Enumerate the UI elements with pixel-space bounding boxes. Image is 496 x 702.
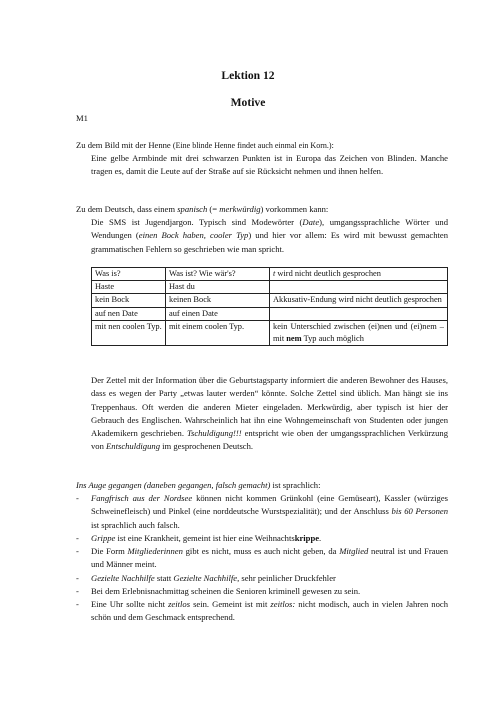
table-cell: Akkusativ-Endung wird nicht deutlich gesprochen (270, 294, 448, 307)
spanisch-intro: Zu dem Deutsch, dass einem spanisch (= merkwürdig) vorkommen kann: (76, 204, 329, 214)
list-item: Bei dem Erlebnisnachmittag scheinen die Senioren kriminell gewesen zu sein. (91, 586, 361, 596)
lesson-title: Lektion 12 (221, 69, 275, 82)
table-row (92, 320, 448, 345)
table-cell (270, 281, 448, 294)
table-cell: mit nen coolen Typ. (92, 320, 166, 345)
emphasis-text: nem (286, 334, 302, 344)
table-row (92, 294, 448, 307)
table-header-row (92, 268, 448, 281)
spanisch-paragraph: Die SMS ist Jugendjargon. Typisch sind Modewörter (Date), umgangssprachliche Wörter und Wendungen (einen Bock haben, cooler Typ) und hier vor allem: Es wird mit bewusst gemachten grammatischen Fehlern so geschrieben wie man spricht. (91, 217, 449, 254)
list-item: Grippe ist eine Krankheit, gemeint ist hier eine Weihnachtskrippe. (91, 533, 322, 543)
table-cell: Haste (92, 281, 166, 294)
list-item: Die Form Mitgliederinnen gibt es nicht, muss es auch nicht geben, da Mitglied neutral ist und Frauen und Männer meint. (91, 546, 449, 570)
table-cell: auf einen Date (166, 307, 270, 320)
auge-intro: Ins Auge gegangen (daneben gegangen, falsch gemacht) ist sprachlich: (76, 480, 321, 490)
bullet-dash: - (76, 493, 79, 503)
table-cell: Hast du (166, 281, 270, 294)
table-cell: keinen Bock (166, 294, 270, 307)
bullet-dash: - (76, 586, 79, 596)
table-row (92, 307, 448, 320)
table-header-cell: Was ist? Wie wär's? (166, 268, 270, 281)
table-header-cell: t wird nicht deutlich gesprochen (270, 268, 448, 281)
slang-table (91, 267, 448, 346)
bullet-dash: - (76, 546, 79, 556)
bullet-dash: - (76, 573, 79, 583)
table-row (92, 281, 448, 294)
table-header-cell: Was is? (92, 268, 166, 281)
bullet-dash: - (76, 533, 79, 543)
table-cell: mit einem coolen Typ. (166, 320, 270, 345)
table-cell (270, 307, 448, 320)
table-cell: auf nen Date (92, 307, 166, 320)
henne-intro: Zu dem Bild mit der Henne (Eine blinde Henne findet auch einmal ein Korn.): (76, 140, 334, 150)
list-item: Fangfrisch aus der Nordsee können nicht kommen Grünkohl (eine Gemüseart), Kassler (würziges Schweinefleisch) und Pinkel (eine norddeutsche Wurstspezialität); und der Anschluss bis 60 Personen ist sprachlich auch falsch. (91, 493, 449, 530)
lesson-subtitle: Motive (230, 96, 266, 109)
henne-paragraph: Eine gelbe Armbinde mit drei schwarzen Punkten ist in Europa das Zeichen von Blinden. Manche tragen es, damit die Leute auf der Straße auf sie Rücksicht nehmen und ihnen helfen. (91, 153, 448, 177)
table-cell: kein Bock (92, 294, 166, 307)
list-item: Gezielte Nachhilfe statt Gezielte Nachhilfe, sehr peinlicher Druckfehler (91, 573, 336, 583)
bullet-dash: - (76, 599, 79, 609)
zettel-paragraph: Der Zettel mit der Information über die Geburtstagsparty informiert die anderen Bewohner des Hauses, dass es wegen der Party „etwas lauter werden“ könnte. Solche Zettel sind üblich. Man hängt sie ins Treppenhaus. Oft werden die anderen Mieter eingeladen. Merkwürdig, aber typisch ist hier der Gebrauch des Englischen. Wahrscheinlich hat ihn eine Wohngemeinschaft von Studenten oder jungen Akademikern geschrieben. Tschuldigung!!! entspricht wie oben der umgangssprachlichen Verkürzung von Entschuldigung im gesprochenen Deutsch. (91, 375, 448, 452)
list-item: Eine Uhr sollte nicht zeitlos sein. Gemeint ist mit zeitlos: nicht modisch, auch in vielen Jahren noch schön und dem Geschmack entsprechend. (91, 599, 448, 623)
table-cell: kein Unterschied zwischen (ei)nen und (ei)nem – mit nem Typ auch möglich (270, 320, 448, 345)
section-label: M1 (76, 113, 88, 123)
